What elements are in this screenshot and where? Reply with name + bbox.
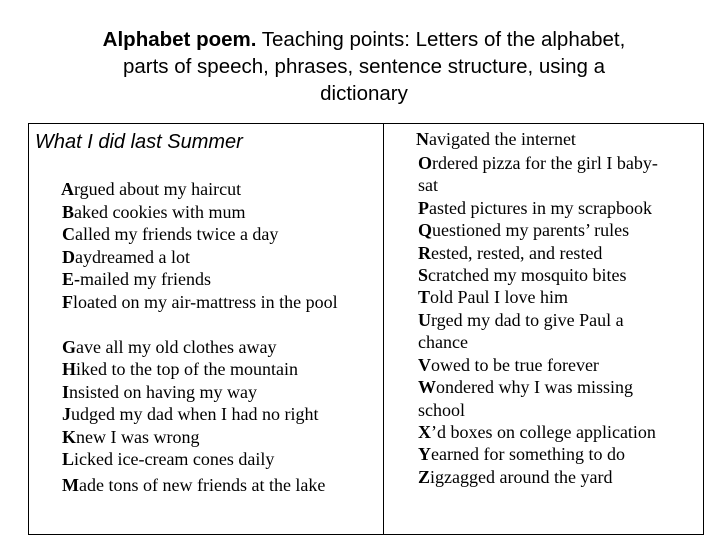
initial-letter: R <box>418 243 431 263</box>
initial-letter: J <box>62 404 71 424</box>
poem-line-q <box>418 219 629 241</box>
line-text: ade tons of new friends at the lake <box>79 475 326 495</box>
line-text: igzagged around the yard <box>430 467 613 487</box>
initial-letter: G <box>62 337 77 357</box>
initial-letter: W <box>418 377 436 397</box>
poem-line-k <box>62 426 199 448</box>
line-text: aked cookies with mum <box>74 202 246 222</box>
initial-letter: E- <box>62 269 80 289</box>
line-text: asted pictures in my scrapbook <box>429 198 652 218</box>
line-text: ’d boxes on college application <box>431 422 656 442</box>
initial-letter: S <box>418 265 429 285</box>
poem-line-o <box>418 152 658 174</box>
poem-line-c <box>62 223 278 245</box>
line-text: mailed my friends <box>80 269 211 289</box>
initial-letter: N <box>416 129 429 149</box>
line-text: ested, rested, and rested <box>431 243 603 263</box>
poem-line-z <box>418 466 612 488</box>
initial-letter: K <box>62 427 77 447</box>
line-text: loated on my air-mattress in the pool <box>73 292 338 312</box>
poem-line-m <box>62 474 325 496</box>
initial-letter: C <box>62 224 75 244</box>
poem-line-e <box>62 268 211 290</box>
line-text: udged my dad when I had no right <box>71 404 319 424</box>
line-text: ave all my old clothes away <box>76 337 277 357</box>
poem-line-s <box>418 264 626 286</box>
poem-line-y <box>418 443 625 465</box>
poem-line-l <box>62 448 274 470</box>
initial-letter: Z <box>418 467 431 487</box>
initial-letter: V <box>418 355 431 375</box>
line-text: rgued about my haircut <box>74 179 242 199</box>
poem-line-w <box>418 376 633 398</box>
poem-line-x <box>418 421 656 443</box>
poem-line-a <box>61 178 241 200</box>
poem-line-d <box>62 246 190 268</box>
initial-letter: B <box>62 202 75 222</box>
line-text: avigated the internet <box>429 129 576 149</box>
line-text: old Paul I love him <box>430 287 569 307</box>
initial-letter: O <box>418 153 433 173</box>
poem-line-f <box>62 291 338 313</box>
initial-letter: F <box>62 292 73 312</box>
initial-letter: X <box>418 422 431 442</box>
line-text: aydreamed a lot <box>75 247 190 267</box>
initial-letter: A <box>61 179 74 199</box>
initial-letter: I <box>62 382 70 402</box>
poem-line-j <box>62 403 318 425</box>
line-text: nsisted on having my way <box>69 382 257 402</box>
line-text: school <box>418 400 465 420</box>
poem-line-n <box>416 128 576 150</box>
poem-line-b <box>62 201 245 223</box>
line-text: iked to the top of the mountain <box>76 359 298 379</box>
poem-line-o-continued <box>418 174 438 196</box>
poem-line-w-continued <box>418 399 465 421</box>
initial-letter: P <box>418 198 429 218</box>
poem-line-u <box>418 309 624 331</box>
poem-table <box>28 123 704 535</box>
line-text: chance <box>418 332 468 352</box>
title-line-3: dictionary <box>320 82 408 105</box>
initial-letter: M <box>62 475 79 495</box>
line-text: earned for something to do <box>431 444 625 464</box>
page-title <box>40 26 688 107</box>
poem-line-u-continued <box>418 331 468 353</box>
initial-letter: D <box>62 247 75 267</box>
poem-line-t <box>418 286 568 308</box>
line-text: ondered why I was missing <box>436 377 633 397</box>
poem-line-i <box>62 381 257 403</box>
initial-letter: Y <box>418 444 431 464</box>
title-line-2: parts of speech, phrases, sentence structure, using a <box>122 55 606 78</box>
poem-line-h <box>62 358 298 380</box>
title-text-1: Teaching points: Letters of the alphabet, <box>256 28 626 51</box>
poem-line-g <box>62 336 276 358</box>
line-text: rdered pizza for the girl I baby- <box>432 153 658 173</box>
line-text: owed to be true forever <box>431 355 599 375</box>
initial-letter: U <box>418 310 431 330</box>
line-text: uestioned my parents’ rules <box>432 220 630 240</box>
initial-letter: H <box>62 359 77 379</box>
line-text: icked ice-cream cones daily <box>74 449 275 469</box>
poem-line-p <box>418 197 652 219</box>
line-text: sat <box>418 175 438 195</box>
poem-line-v <box>418 354 599 376</box>
initial-letter: L <box>62 449 75 469</box>
poem-heading: What I did last Summer <box>35 131 243 153</box>
initial-letter: Q <box>418 220 433 240</box>
line-text: alled my friends twice a day <box>75 224 279 244</box>
line-text: new I was wrong <box>76 427 200 447</box>
line-text: rged my dad to give Paul a <box>431 310 624 330</box>
column-divider <box>383 124 384 534</box>
title-line-1 <box>40 26 688 53</box>
line-text: cratched my mosquito bites <box>428 265 627 285</box>
title-bold: Alphabet poem. <box>102 28 257 51</box>
initial-letter: T <box>418 287 431 307</box>
poem-line-r <box>418 242 602 264</box>
